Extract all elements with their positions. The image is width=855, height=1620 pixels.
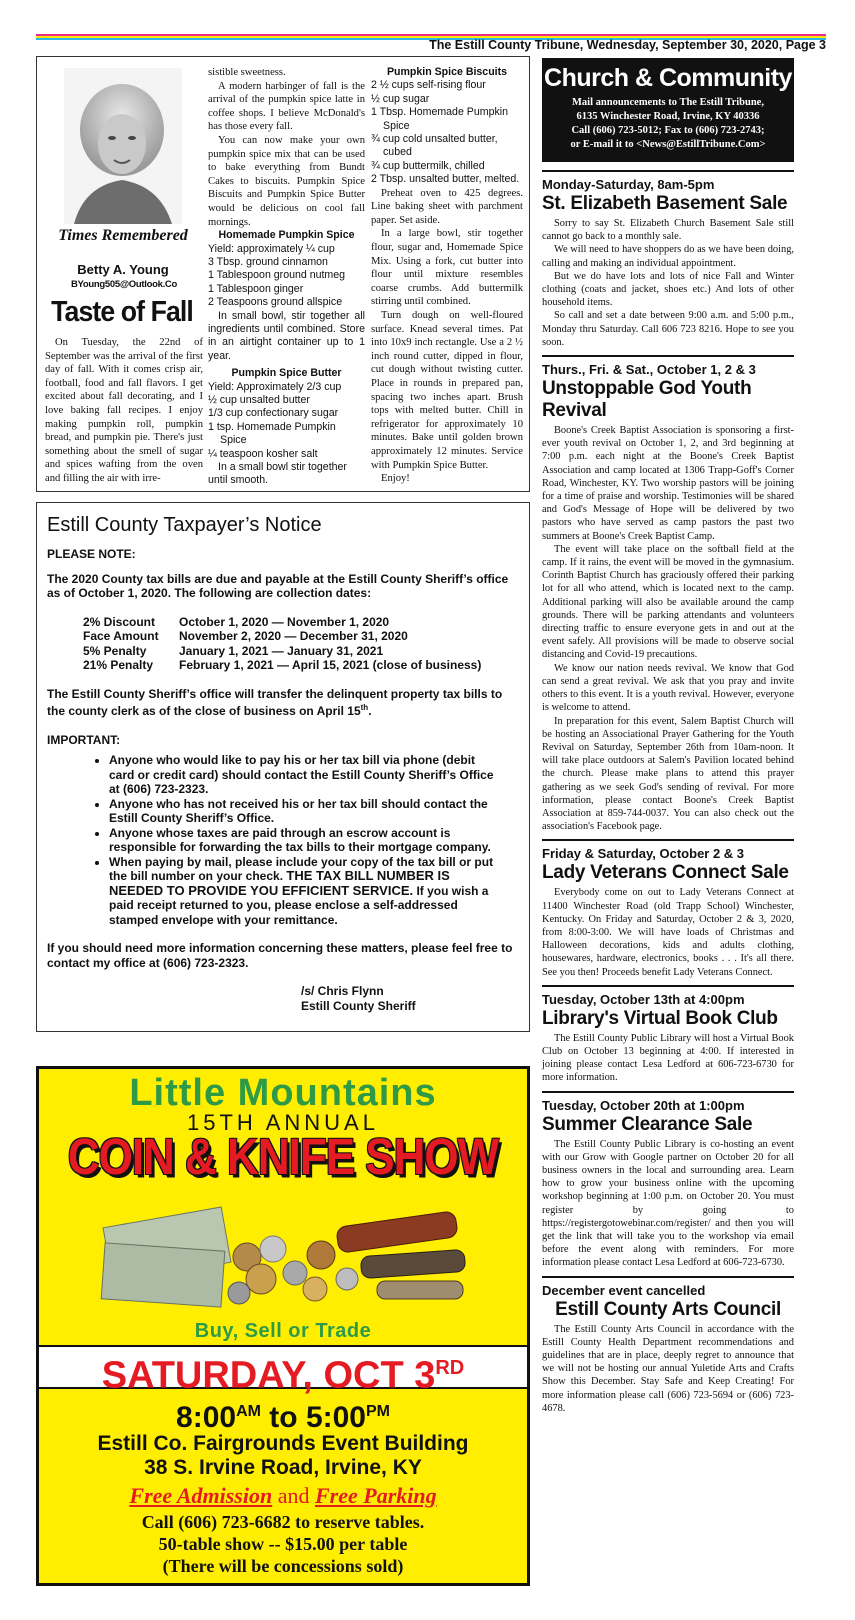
coin-knife-show-ad [36, 1066, 530, 1586]
notice-bullets [47, 753, 499, 927]
item-headline: Library's Virtual Book Club [542, 1007, 778, 1029]
column-middle: sistible sweetness. A modern harbinger of fall is the arrival of the pumpkin spice latte in coffee shops. I believe McDonald's has those every fall. You can now make your own pumpkin spice mix that can be used to bake everything from Bundt Cakes to biscuits. Pumpkin Spice Biscuits and Pumpkin Spice Butter would be delicious on cool fall mornings. Homemade Pumpkin Spice Yield: approximately ¼ cup 3 Tbsp. ground cinnamon 1 Tablespoon ground nutmeg 1 Tablespoon ginger 2 Teaspoons ground allspice In small bowl, stir together all ingredients until combined. Store in an airtight container up to 1 year. Pumpkin Spice Butter Yield: Approximately 2/3 cup ½ cup unsalted butter 1/3 cup confectionary sugar 1 tsp. Homemade Pumpkin Spice ¼ teaspoon kosher salt In a small bowl stir together until smooth. [208, 67, 365, 487]
author-photo [64, 68, 182, 224]
ad-line1: Little Mountains [129, 1072, 437, 1114]
column-author: Betty A. Young [77, 262, 169, 277]
item-headline: Estill County Arts Council [555, 1298, 781, 1320]
church-community-banner [542, 58, 794, 162]
item-date: Tuesday, October 20th at 1:00pm [542, 1097, 745, 1113]
list-item: December event cancelled Estill County Arts Council The Estill County Arts Council in accordance with the Estill County Health Department recommendations and guidelines that are in place, deeply regret to announce that we will not be hosting our annual Yuletide Arts and Crafts Show this December. Stay Safe and Keep Creating! For more information please call (606) 723-5694 or (606) 723-4678. [542, 1282, 794, 1414]
sidebar-mail-info: Mail announcements to The Estill Tribune, 6135 Winchester Road, Irvine, KY 40336 Call (606) 723-5012; Fax to (606) 723-2743; or E-mail it to <News@EstillTribune.Com> [570, 97, 766, 150]
notice-title: Estill County Taxpayer’s Notice [47, 514, 322, 536]
ad-venue1: Estill Co. Fairgrounds Event Building [97, 1432, 469, 1455]
ad-line3: COIN & KNIFE SHOW [67, 1129, 499, 1186]
item-date: Thurs., Fri. & Sat., October 1, 2 & 3 [542, 362, 756, 378]
ad-line2: 15TH ANNUAL [187, 1110, 379, 1135]
sidebar-items [542, 170, 794, 1415]
item-date: Friday & Saturday, October 2 & 3 [542, 846, 745, 862]
column-series: Times Remembered [58, 227, 188, 244]
table-row: 21% Penalty February 1, 2021 — April 15, 2021 (close of business) [83, 658, 482, 672]
notice-please-note: PLEASE NOTE: [47, 547, 136, 561]
item-headline: Summer Clearance Sale [542, 1113, 753, 1135]
column-right: Pumpkin Spice Biscuits 2 ½ cups self-rising flour ½ cup sugar 1 Tbsp. Homemade Pumpkin Spice ¾ cup cold unsalted butter, cubed ¾ cup buttermilk, chilled 2 Tbsp. unsalted butter, melted. Preheat oven to 425 degrees. Line baking sheet with parchment paper. Set aside. In a large bowl, stir together flour, sugar and, Homemade Spice Mix. Using a fork, cut butter into flour until mixture resembles coarse crumbs. Add buttermilk stirring until combined. Turn dough on well-floured surface. Knead several times. Pat into 10x9 inch rectangle. Use a 2 ½ inch round cutter, dipped in flour, cut dough without twisting cutter. Place in rounds in prepared pan, spacing two inches apart. Brush tops with melted butter. Chill in refrigerator for approximately 10 minutes. Bake until golden brown approximately 12 minutes. Service with Pumpkin Spice Butter. Enjoy! [371, 66, 523, 485]
list-item: • Anyone who would like to pay his or her tax bill via phone (debit card or credit card) should contact the Estill County Sheriff’s Office at (606) 723-2323. [109, 753, 499, 797]
table-row: 5% Penalty January 1, 2021 — January 31, 2021 [83, 643, 384, 658]
list-item: Tuesday, October 20th at 1:00pm Summer Clearance Sale The Estill County Public Library is co-hosting an event with our Grow with Google partner on October 20 for all business owners in the local and surrounding area. Learn how to grow your business online with the upcoming workshop beginning at 1:00 p.m. on October 20. You must register by going to https://registergotowebinar.com/register/ and then you will get the link that will take you to the workshop via email before the event along with reminders. For more information please contact Lesa Ledford at 606-723-6730. [542, 1097, 794, 1269]
page-header: The Estill County Tribune, Wednesday, September 30, 2020, Page 3 [429, 38, 826, 52]
ad-venue2: 38 S. Irvine Road, Irvine, KY [144, 1456, 422, 1479]
taxpayer-notice [36, 502, 530, 1032]
item-date: Monday-Saturday, 8am-5pm [542, 177, 715, 192]
notice-transfer: The Estill County Sheriff’s office will transfer the delinquent property tax bills to the county clerk as of the close of business on April 15th. [47, 686, 503, 718]
item-headline: St. Elizabeth Basement Sale [542, 193, 788, 214]
notice-signature: /s/ Chris Flynn Estill County Sheriff [301, 984, 416, 1013]
list-item: • When paying by mail, please include your copy of the tax bill or put the bill number on your check. THE TAX BILL NUMBER IS NEEDED TO PROVIDE YOU EFFICIENT SERVICE. If you wish a paid receipt returned to you, please enclose a self-addressed stamped envelope with your remittance. [109, 855, 499, 928]
list-item: Thurs., Fri. & Sat., October 1, 2 & 3 Unstoppable God Youth Revival Boone's Creek Baptist Association is sponsoring a first-ever youth revival on October 1, 2, and 3rd beginning at 7:00 p.m. each night at the Boone's Creek Baptist Association and camp located at 1306 Trapp-Goff's Corner Road, Winchester, KY. Two worship pastors will be joining for a time of praise and worship. Testimonies will be shared and God's Message of Hope will be delivered by two pastors who have served as camp pastors the past two summers at Boone's Creek Baptist Camp. The event will take place on the softball field at the camp. If it rains, the event will be moved in the gymnasium. Corinth Baptist Church has graciously offered their parking lot for all who attend, which is located next to the camp. Additional parking will also be available around the camp grounds. There will be parking attendants and volunteers directing traffic to ensure everyone gets in and out at the event safely. All provisions will be made to observe social distancing and Covid-19 precautions. We know our nation needs revival. We know that God can send a great revival. We ask that you pray and invite others to this event. It is a youth revival. However, everyone is welcome to attend. In preparation for this event, Salem Baptist Church will be hosting an Associational Prayer Gathering for the Youth Revival on Saturday, September 26th from 10am-noon. It will take place outdoors at Salem's Pavilion located behind the church. Please make plans to attend this prayer gathering as we seek God's sending of revival. For more information, please contact Boone's Creek Baptist Association at 859-744-0037. You can also check out the association's Facebook page. [542, 362, 794, 833]
column-email: BYoung505@Outlook.Co [70, 279, 177, 290]
notice-closing: If you should need more information concerning these matters, please feel free to contact my office at (606) 723-2323. [47, 941, 513, 970]
coins-and-knives-image [97, 1197, 473, 1315]
ad-date: SATURDAY, OCT 3RD [101, 1354, 465, 1397]
item-headline: Lady Veterans Connect Sale [542, 862, 789, 884]
list-item: • Anyone who has not received his or her tax bill should contact the Estill County Sheriff’s Office. [109, 797, 499, 826]
ad-tables: 50-table show -- $15.00 per table [158, 1534, 408, 1554]
list-item: • Anyone whose taxes are paid through an escrow account is responsible for forwarding the tax bills to their mortgage company. [109, 826, 499, 855]
sidebar-title: Church & Community [544, 64, 792, 92]
list-item: Friday & Saturday, October 2 & 3 Lady Veterans Connect Sale Everybody come on out to Lady Veterans Connect at 11400 Winchester Road (old Trapp School) Winchester, Kentucky. On Friday and Saturday, October 2 & 3, 2020, from 8:00-3:00. We will have loads of Christmas and Halloween decorations, kids and adults clothing, housewares, hardware, electronics, books . . . It's all there. See you then! Proceeds benefit Lady Veterans Connect. [542, 846, 794, 978]
collection-schedule [83, 615, 481, 673]
notice-important: IMPORTANT: [47, 732, 121, 747]
ad-line4: Buy, Sell or Trade [194, 1320, 372, 1342]
column-left-text: On Tuesday, the 22nd of September was the arrival of the first day of fall. With it comes crisp air, football, food and fall flavors. I get excited about fall decorating, and I love baking fall recipes. I enjoy making pumpkin roll, pumpkin bread, and pumpkin pie. There's just something about the smell of sugar and spices wafting from the oven and filling the air with irre- [45, 337, 203, 484]
column-headline: Taste of Fall [51, 296, 193, 328]
table-row: Face Amount November 2, 2020 — December 31, 2020 [83, 629, 408, 643]
recipe-biscuits: Pumpkin Spice Biscuits 2 ½ cups self-rising flour ½ cup sugar 1 Tbsp. Homemade Pumpkin Spice ¾ cup cold unsalted butter, cubed ¾ cup buttermilk, chilled 2 Tbsp. unsalted butter, melted. [371, 66, 520, 186]
ad-concessions: (There will be concessions sold) [162, 1556, 404, 1576]
item-date: Tuesday, October 13th at 4:00pm [542, 991, 745, 1007]
ad-time: $8:00^{AM}$ to $5:00^{PM}$ [176, 1401, 390, 1434]
item-headline: Unstoppable God Youth Revival [542, 378, 752, 422]
item-date: December event cancelled [542, 1282, 706, 1298]
table-row: 2% Discount October 1, 2020 — November 1, 2020 [83, 614, 390, 629]
notice-intro: The 2020 County tax bills are due and payable at the Estill County Sheriff’s office as of October 1, 2020. The following are collection dates: [47, 571, 509, 600]
list-item: Tuesday, October 13th at 4:00pm Library's Virtual Book Club The Estill County Public Library will host a Virtual Book Club on October 13 beginning at 4:00. If interested in joining please contact Lesa Ledford at 606-723-6730 for more information. [542, 991, 794, 1084]
list-item: Monday-Saturday, 8am-5pm St. Elizabeth Basement Sale Sorry to say St. Elizabeth Church Basement Sale still cannot go back to a monthly sale. We will need to have shoppers do as we have been doing, calling and making an individual appointment. But we do have lots and lots of nice Fall and Winter clothing (coats and jacket, shoes etc.) And lots of other household items. So call and set a date between 9:00 a.m. and 5:00 p.m., Monday thru Saturday. Call 606 723 8216. Hope to see you soon. [542, 177, 794, 348]
ad-free: Free Admission and Free Parking [129, 1483, 437, 1508]
recipe-spice-mix: Homemade Pumpkin Spice Yield: approximately ¼ cup 3 Tbsp. ground cinnamon 1 Tablespoon ground nutmeg 1 Tablespoon ginger 2 Teaspoons ground allspice In small bowl, stir together all ingredients until combined. Store in an airtight container up to 1 year. [208, 229, 365, 362]
recipe-butter: Pumpkin Spice Butter Yield: Approximately 2/3 cup ½ cup unsalted butter 1/3 cup confectionary sugar 1 tsp. Homemade Pumpkin Spice ¼ teaspoon kosher salt In a small bowl stir together until smooth. [208, 367, 347, 487]
ad-call: Call (606) 723-6682 to reserve tables. [141, 1512, 425, 1532]
